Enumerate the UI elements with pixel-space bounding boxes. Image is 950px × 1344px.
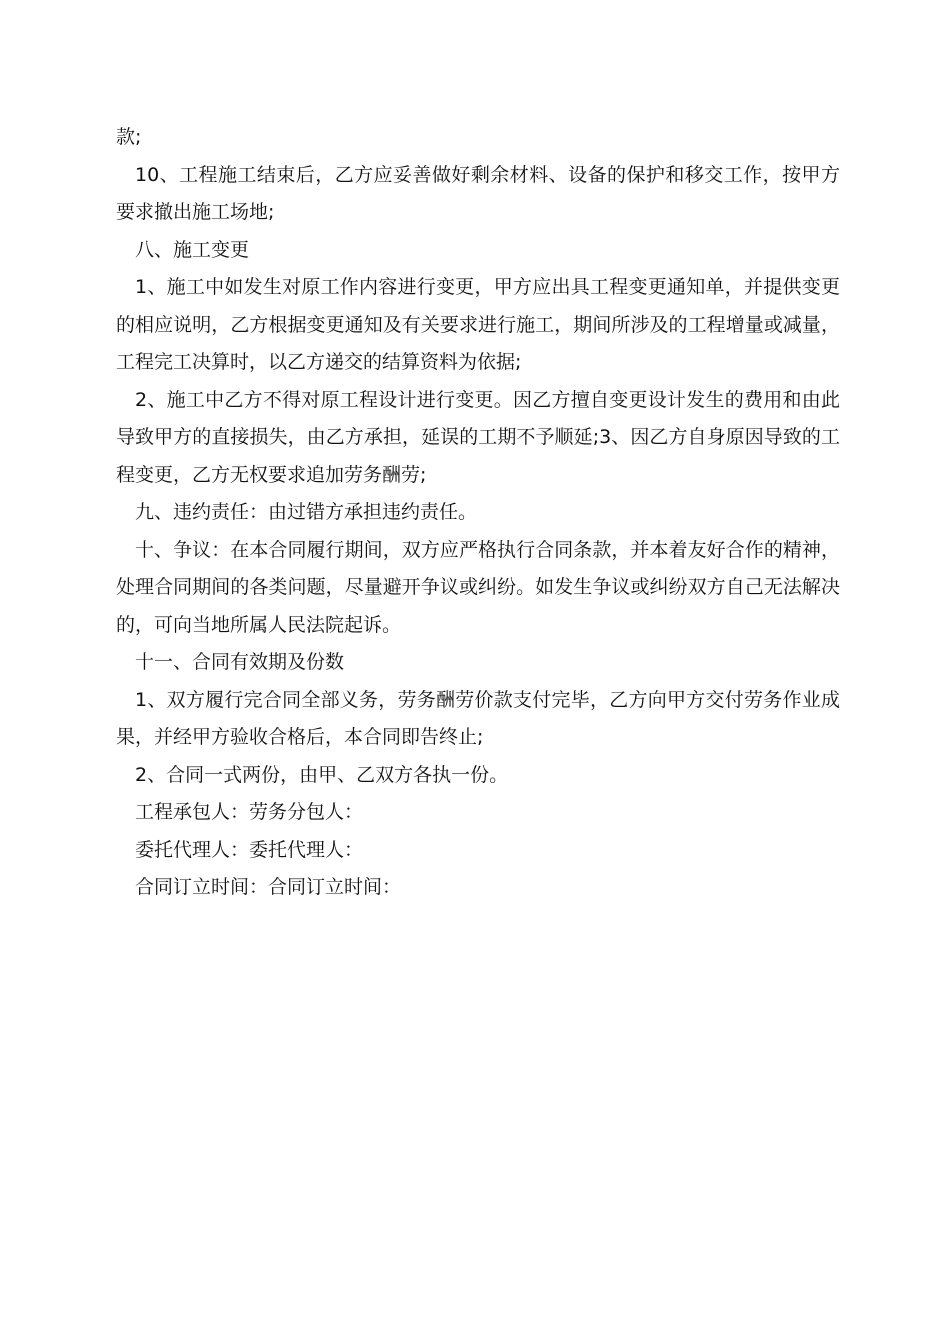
paragraph-change-clause-2: 2、施工中乙方不得对原工程设计进行变更。因乙方擅自变更设计发生的费用和由此导致甲方的直接损失，由乙方承担，延误的工期不予顺延;3、因乙方自身原因导致的工程变更，乙方无权要求追加劳务酬劳; <box>116 388 840 486</box>
document-body <box>116 119 840 907</box>
section-heading-validity: 十一、合同有效期及份数 <box>135 651 345 673</box>
paragraph-validity-clause-1: 1、双方履行完合同全部义务，劳务酬劳价款支付完毕，乙方向甲方交付劳务作业成果，并经甲方验收合格后，本合同即告终止; <box>116 688 840 748</box>
section-heading-liability: 九、违约责任：由过错方承担违约责任。 <box>135 501 478 523</box>
signature-contractor-line: 工程承包人：劳务分包人： <box>135 801 364 823</box>
section-heading-dispute: 十、争议：在本合同履行期间，双方应严格执行合同条款，并本着友好合作的精神，处理合同期间的各类问题，尽量避开争议或纠纷。如发生争议或纠纷双方自己无法解决的，可向当地所属人民法院起诉。 <box>116 538 840 636</box>
paragraph-continuation: 款; <box>116 126 142 148</box>
signature-agent-line: 委托代理人：委托代理人： <box>135 838 364 861</box>
paragraph-clause-10: 10、工程施工结束后，乙方应妥善做好剩余材料、设备的保护和移交工作，按甲方要求撤出施工场地; <box>116 163 840 223</box>
signature-date-line: 合同订立时间：合同订立时间： <box>135 876 402 898</box>
section-heading-construction-change: 八、施工变更 <box>135 238 250 261</box>
paragraph-change-clause-1: 1、施工中如发生对原工作内容进行变更，甲方应出具工程变更通知单，并提供变更的相应说明，乙方根据变更通知及有关要求进行施工，期间所涉及的工程增量或减量，工程完工决算时，以乙方递交的结算资料为依据; <box>116 276 840 373</box>
paragraph-validity-clause-2: 2、合同一式两份，由甲、乙双方各执一份。 <box>135 763 509 786</box>
